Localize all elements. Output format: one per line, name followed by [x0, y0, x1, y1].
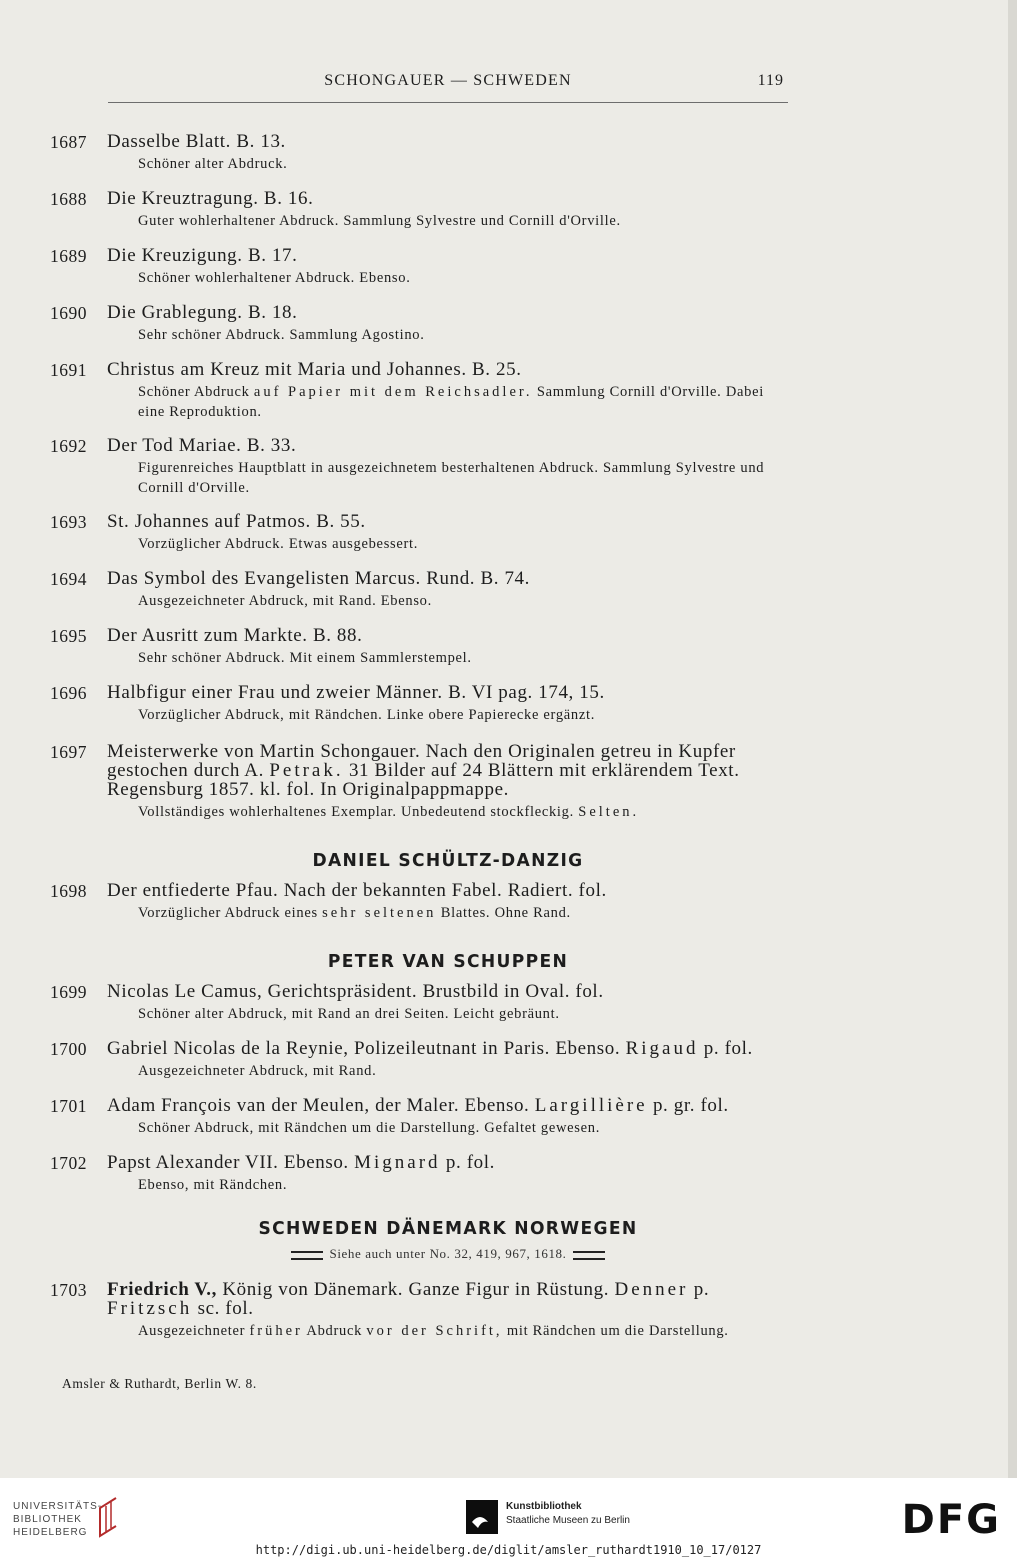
spaced-text: Denner [614, 1279, 689, 1300]
ub-line: BIBLIOTHEK [13, 1514, 82, 1525]
entry-title: Halbfigur einer Frau und zweier Männer. B. VI pag. 174, 15. [107, 682, 605, 703]
entry-description: Guter wohlerhaltener Abdruck. Sammlung Sylvestre und Cornill d'Orville. [138, 213, 621, 229]
entry-number: 1690 [50, 303, 87, 323]
spaced-text: vor der Schrift, [366, 1323, 503, 1339]
entry-description: Sehr schöner Abdruck. Mit einem Sammlerstempel. [138, 650, 472, 666]
page-edge [1008, 0, 1017, 1478]
catalog-entry [50, 132, 790, 174]
title-text: 31 Bilder auf 24 Blättern mit erklärendem Text. Regensburg 1857. kl. fol. In Originalpappmappe. [107, 760, 740, 800]
catalog-entry [50, 436, 790, 498]
catalog-entry [50, 1039, 790, 1081]
title-text: Adam François van der Meulen, der Maler. Ebenso. [107, 1095, 535, 1116]
entry-number: 1697 [50, 742, 87, 762]
ub-logo-icon[interactable] [94, 1496, 122, 1540]
entry-number: 1687 [50, 132, 87, 152]
entry-number: 1693 [50, 512, 87, 532]
entry-title: Die Grablegung. B. 18. [107, 302, 298, 323]
entry-description: Figurenreiches Hauptblatt in ausgezeichnetem besterhaltenen Abdruck. Sammlung Sylvestre und Cornill d'Orville. [138, 460, 765, 496]
desc-text: Blattes. Ohne Rand. [436, 905, 571, 921]
spaced-text: Selten. [578, 804, 640, 820]
spaced-text: Rigaud [625, 1038, 699, 1059]
entry-number: 1701 [50, 1096, 87, 1116]
spaced-text: Largillière [534, 1095, 648, 1116]
catalog-entry [50, 189, 790, 231]
spaced-text: Petrak. [269, 760, 344, 781]
entry-number: 1700 [50, 1039, 87, 1059]
entry-title: Nicolas Le Camus, Gerichtspräsident. Brustbild in Oval. fol. [107, 981, 604, 1002]
entry-title [107, 1096, 790, 1115]
entry-description: Sehr schöner Abdruck. Sammlung Agostino. [138, 327, 425, 343]
entry-number: 1699 [50, 982, 87, 1002]
entry-title [107, 1280, 790, 1318]
entry-description [138, 802, 790, 822]
ub-line: HEIDELBERG [13, 1527, 88, 1538]
entry-title: Die Kreuzigung. B. 17. [107, 245, 298, 266]
entry-description [138, 382, 790, 422]
title-text: p. fol. [440, 1152, 495, 1173]
entry-number: 1694 [50, 569, 87, 589]
catalog-entry [50, 512, 790, 554]
entry-description: Ausgezeichneter Abdruck, mit Rand. [138, 1063, 377, 1079]
title-text: p. [688, 1279, 710, 1300]
entry-number: 1695 [50, 626, 87, 646]
entry-number: 1698 [50, 881, 87, 901]
title-text: König von Dänemark. Ganze Figur in Rüstung. [217, 1279, 615, 1300]
permalink-url[interactable]: http://digi.ub.uni-heidelberg.de/diglit/amsler_ruthardt1910_10_17/0127 [255, 1543, 762, 1557]
entry-number: 1691 [50, 360, 87, 380]
catalog-entry [50, 569, 790, 611]
entry-description [138, 903, 790, 923]
desc-text: Vorzüglicher Abdruck eines [138, 905, 323, 921]
catalog-entry [50, 881, 790, 923]
catalog-entry [50, 246, 790, 288]
desc-text: Ausgezeichneter [138, 1323, 250, 1339]
spaced-text: sehr seltenen [322, 905, 437, 921]
entry-description: Schöner wohlerhaltener Abdruck. Ebenso. [138, 270, 411, 286]
bold-name: Friedrich V., [107, 1279, 218, 1300]
spaced-text: auf Papier mit dem Reichsadler. [253, 384, 533, 400]
catalog-entry [50, 360, 790, 422]
catalog-entry [50, 683, 790, 725]
desc-text: Sammlung Cornill d'Orville. Dabei eine Reproduktion. [138, 384, 764, 420]
title-text: Gabriel Nicolas de la Reynie, Polizeileutnant in Paris. Ebenso. [107, 1038, 626, 1059]
catalog-entry [50, 742, 790, 822]
title-text: p. gr. fol. [647, 1095, 729, 1116]
entry-title [107, 1039, 790, 1058]
title-text: Meisterwerke von Martin Schongauer. Nach den Originalen getreu in Kupfer gestochen durch A. [107, 741, 736, 781]
entry-title [107, 742, 790, 799]
entry-number: 1703 [50, 1280, 87, 1300]
entry-title: Christus am Kreuz mit Maria und Johannes. B. 25. [107, 359, 522, 380]
entry-title: Das Symbol des Evangelisten Marcus. Rund. B. 74. [107, 568, 531, 589]
entry-description: Schöner Abdruck, mit Rändchen um die Darstellung. Gefaltet gewesen. [138, 1120, 601, 1136]
section-heading: DANIEL SCHÜLTZ-DANZIG [312, 850, 584, 871]
kunstbibliothek-logo-icon[interactable] [466, 1500, 498, 1534]
desc-text: Vollständiges wohlerhaltenes Exemplar. Unbedeutend stockfleckig. [138, 804, 579, 820]
dfg-logo[interactable]: DFG [901, 1497, 1001, 1543]
ub-line: UNIVERSITÄTS- [13, 1501, 103, 1512]
entry-description: Ebenso, mit Rändchen. [138, 1177, 288, 1193]
entry-title: Dasselbe Blatt. B. 13. [107, 131, 286, 152]
ub-heidelberg-label [13, 1500, 102, 1539]
spaced-text: Fritzsch [107, 1298, 193, 1319]
spaced-text: Mignard [354, 1152, 441, 1173]
entry-description: Vorzüglicher Abdruck. Etwas ausgebessert. [138, 536, 419, 552]
entry-title: St. Johannes auf Patmos. B. 55. [107, 511, 366, 532]
spaced-text: früher [249, 1323, 303, 1339]
catalog-entry [50, 303, 790, 345]
desc-text: mit Rändchen um die Darstellung. [502, 1323, 729, 1339]
entry-title: Der entfiederte Pfau. Nach der bekannten Fabel. Radiert. fol. [107, 880, 607, 901]
section-heading: SCHWEDEN DÄNEMARK NORWEGEN [258, 1218, 638, 1239]
entry-title: Der Tod Mariae. B. 33. [107, 435, 297, 456]
kb-name: Kunstbibliothek [506, 1501, 582, 1512]
entry-number: 1702 [50, 1153, 87, 1173]
entry-description: Schöner alter Abdruck. [138, 156, 288, 172]
catalog-entry [50, 1280, 790, 1341]
page-number: 119 [757, 72, 784, 89]
entry-number: 1689 [50, 246, 87, 266]
catalog-entry [50, 982, 790, 1024]
double-rule [573, 1251, 605, 1260]
entry-title: Die Kreuztragung. B. 16. [107, 188, 314, 209]
desc-text: Abdruck [302, 1323, 367, 1339]
title-text: p. fol. [698, 1038, 753, 1059]
entry-description: Ausgezeichneter Abdruck, mit Rand. Ebenso. [138, 593, 432, 609]
double-rule [291, 1251, 323, 1260]
kunstbibliothek-label [506, 1500, 630, 1528]
catalog-entry [50, 626, 790, 668]
entry-number: 1688 [50, 189, 87, 209]
title-text: sc. fol. [192, 1298, 254, 1319]
entry-description [138, 1321, 790, 1341]
section-heading: PETER VAN SCHUPPEN [327, 951, 569, 972]
entry-description: Vorzüglicher Abdruck, mit Rändchen. Linke obere Papierecke ergänzt. [138, 707, 596, 723]
see-also-text: Siehe auch unter No. 32, 419, 967, 1618. [329, 1246, 567, 1261]
running-title: SCHONGAUER — SCHWEDEN [324, 72, 572, 89]
catalog-entry [50, 1153, 790, 1195]
entry-number: 1696 [50, 683, 87, 703]
title-text: Papst Alexander VII. Ebenso. [107, 1152, 355, 1173]
running-header [108, 72, 788, 103]
entry-title: Der Ausritt zum Markte. B. 88. [107, 625, 363, 646]
desc-text: Schöner Abdruck [138, 384, 254, 400]
catalog-entry [50, 1096, 790, 1138]
see-also-note [108, 1246, 788, 1262]
kb-sub: Staatliche Museen zu Berlin [506, 1515, 630, 1526]
entry-number: 1692 [50, 436, 87, 456]
publisher-line: Amsler & Ruthardt, Berlin W. 8. [62, 1376, 257, 1391]
entry-description: Schöner alter Abdruck, mit Rand an drei Seiten. Leicht gebräunt. [138, 1006, 560, 1022]
entry-title [107, 1153, 790, 1172]
